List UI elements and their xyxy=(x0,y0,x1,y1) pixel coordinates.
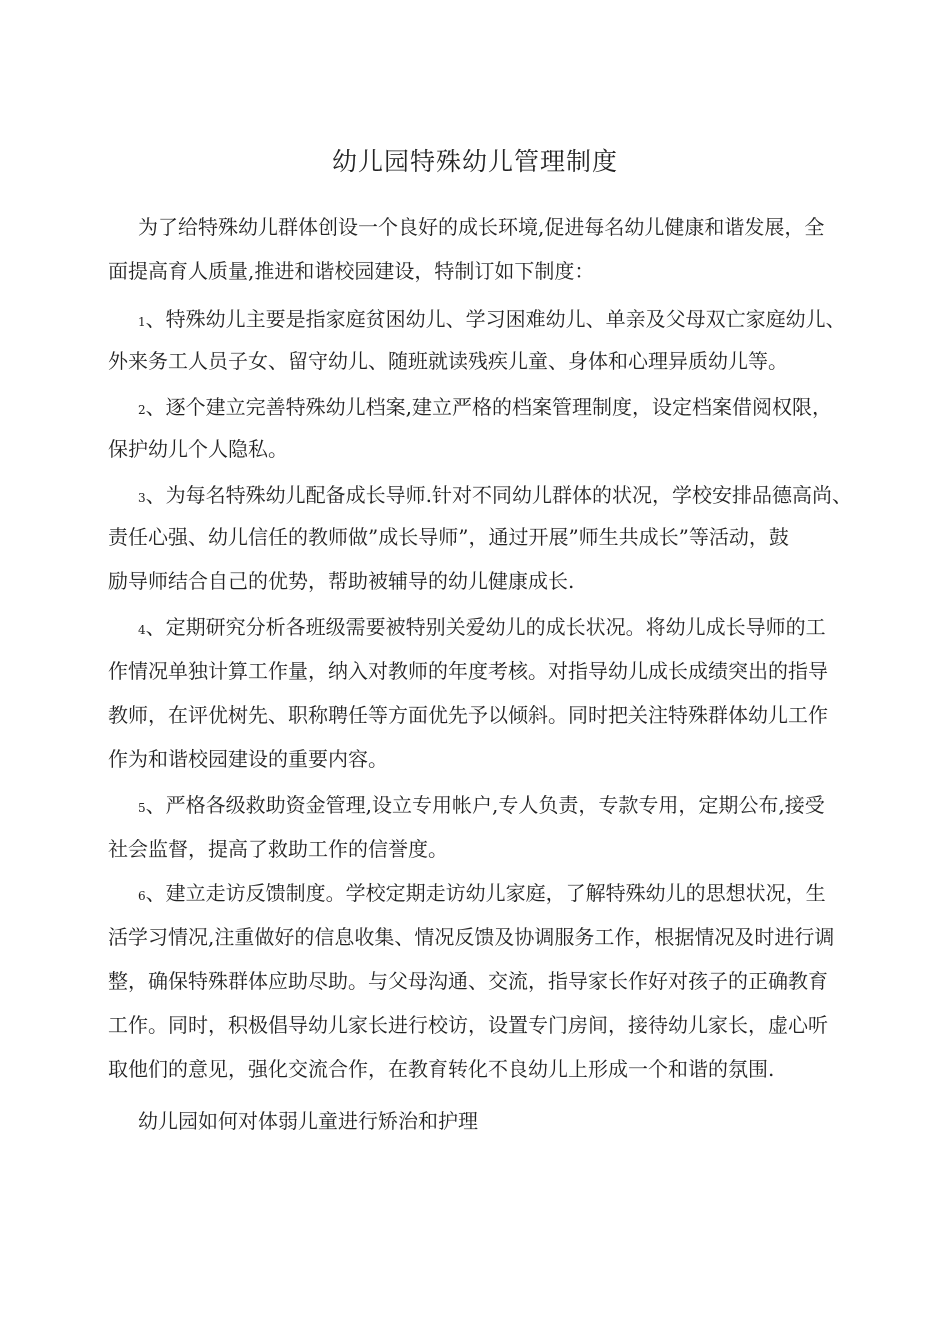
item-6-line-5: 取他们的意见，强化交流合作，在教育转化不良幼儿上形成一个和谐的氛围. xyxy=(108,1057,775,1081)
item-5-line-2: 社会监督，提高了救助工作的信誉度。 xyxy=(108,837,448,861)
item-3-line-1 xyxy=(138,480,852,513)
item-4-text: 、定期研究分析各班级需要被特别关爱幼儿的成长状况。将幼儿成长导师的工 xyxy=(145,615,826,639)
item-1-line-1 xyxy=(138,304,846,337)
item-2-line-1 xyxy=(138,392,832,425)
item-6-line-2: 活学习情况,注重做好的信息收集、情况反馈及协调服务工作，根据情况及时进行调 xyxy=(108,925,835,949)
item-3-number: 3 xyxy=(138,491,146,505)
item-4-line-3: 教师，在评优树先、职称聘任等方面优先予以倾斜。同时把关注特殊群体幼儿工作 xyxy=(108,703,828,727)
item-5-line-1 xyxy=(138,790,825,823)
item-2-text: 、逐个建立完善特殊幼儿档案,建立严格的档案管理制度，设定档案借阅权限， xyxy=(145,395,832,419)
item-5-text: 、严格各级救助资金管理,设立专用帐户,专人负责，专款专用，定期公布,接受 xyxy=(145,793,825,817)
item-5-number: 5 xyxy=(138,801,146,815)
intro-line-2: 面提高育人质量,推进和谐校园建设，特制订如下制度： xyxy=(108,259,595,283)
item-3-line-2: 责任心强、幼儿信任的教师做”成长导师”，通过开展”师生共成长”等活动，鼓 xyxy=(108,525,789,549)
closing-line: 幼儿园如何对体弱儿童进行矫治和护理 xyxy=(138,1109,478,1133)
item-6-line-3: 整，确保特殊群体应助尽助。与父母沟通、交流，指导家长作好对孩子的正确教育 xyxy=(108,969,828,993)
item-4-line-2: 作情况单独计算工作量，纳入对教师的年度考核。对指导幼儿成长成绩突出的指导 xyxy=(108,659,828,683)
item-3-text: 、为每名特殊幼儿配备成长导师.针对不同幼儿群体的状况，学校安排品德高尚、 xyxy=(145,483,852,507)
item-4-line-4: 作为和谐校园建设的重要内容。 xyxy=(108,747,388,771)
intro-line-1: 为了给特殊幼儿群体创设一个良好的成长环境,促进每名幼儿健康和谐发展，全 xyxy=(138,215,825,239)
item-4-number: 4 xyxy=(138,623,146,637)
item-6-line-1 xyxy=(138,878,826,911)
item-1-line-2: 外来务工人员子女、留守幼儿、随班就读残疾儿童、身体和心理异质幼儿等。 xyxy=(108,349,788,373)
item-2-line-2: 保护幼儿个人隐私。 xyxy=(108,437,288,461)
item-3-line-3: 励导师结合自己的优势，帮助被辅导的幼儿健康成长. xyxy=(108,569,575,593)
item-6-line-4: 工作。同时，积极倡导幼儿家长进行校访，设置专门房间，接待幼儿家长，虚心听 xyxy=(108,1013,828,1037)
item-2-number: 2 xyxy=(138,403,146,417)
item-1-text: 、特殊幼儿主要是指家庭贫困幼儿、学习困难幼儿、单亲及父母双亡家庭幼儿、 xyxy=(145,307,846,331)
item-1-number: 1 xyxy=(138,315,146,329)
page-title: 幼儿园特殊幼儿管理制度 xyxy=(331,147,618,176)
item-6-text: 、建立走访反馈制度。学校定期走访幼儿家庭，了解特殊幼儿的思想状况，生 xyxy=(145,881,826,905)
item-6-number: 6 xyxy=(138,889,146,903)
item-4-line-1 xyxy=(138,612,826,645)
